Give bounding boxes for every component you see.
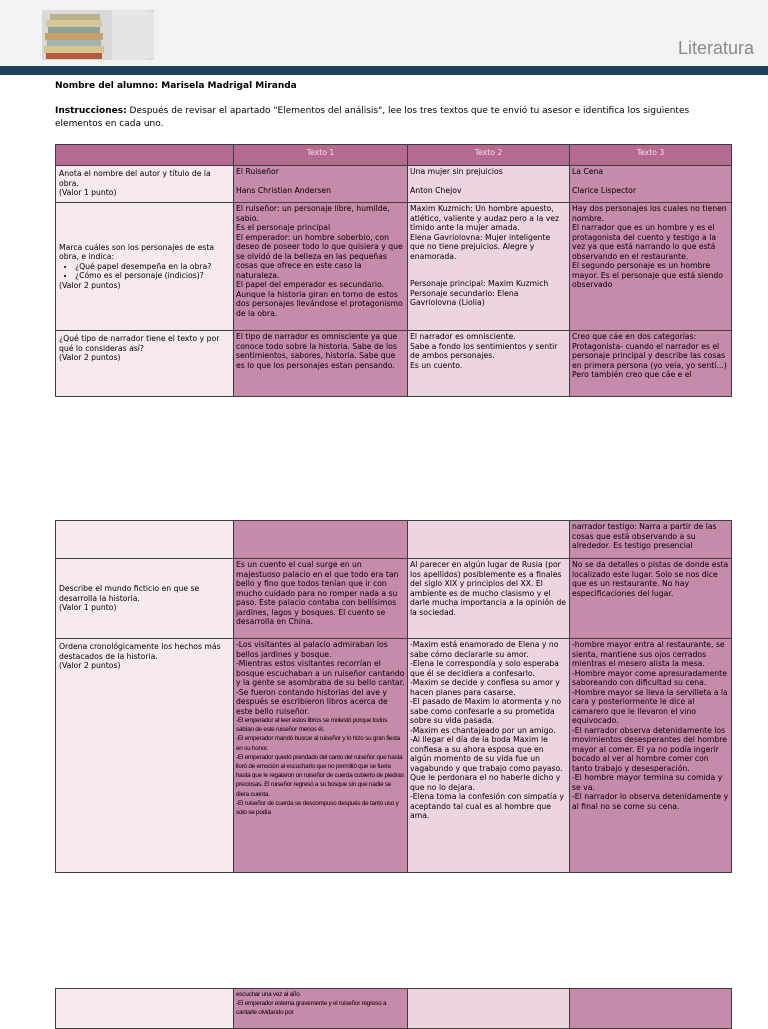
answer-t3-narrator: Creo que cáe en dos categorías: Protagonista- cuando el narrador es el personaje principal y describe las cosas en primera persona (yo veía, yo sentí...) Pero también creo que cáe e el (570, 331, 732, 397)
continued-question-cell (56, 521, 234, 559)
column-header-texto-3: Texto 3 (570, 145, 732, 166)
column-header-texto-2: Texto 2 (408, 145, 570, 166)
continued-t1-cell (234, 521, 408, 559)
question-fictional-world: Describe el mundo ficticio en que se desarrolla la historia. (Valor 1 punto) (56, 559, 234, 639)
answer-t3-world: No se da detalles o pistas de donde esta localizado este lugar. Solo se nos dice que es un restaurante. No hay especificaciones del lugar. (570, 559, 732, 639)
books-logo-icon (42, 10, 154, 60)
answer-t1-author-title: El Ruiseñor Hans Christian Andersen (234, 166, 408, 203)
answer-t2-author-title: Una mujer sin prejuicios Anton Chejov (408, 166, 570, 203)
answer-t1-world: Es un cuento el cual surge en un majestuoso palacio en el que todo era tan bello y fino que todos tenían que ir con mucho cuidado para no romper nada a su paso. Este palacio contaba con bellísimos jardines, lagos y bosques. El cuento se desarrolla en China. (234, 559, 408, 639)
page3-t3-cell (570, 989, 732, 1029)
brand-label: Literatura (677, 38, 754, 58)
page-header (0, 0, 768, 66)
page3-t2-cell (408, 989, 570, 1029)
answer-t2-world: Al parecer en algún lugar de Rusia (por los apellidos) posiblemente es a finales del siglo XIX y principios del XX. El ambiente es de mucho clasismo y el darle mucha importancia a la opinión de la sociedad. (408, 559, 570, 639)
instructions (55, 105, 715, 131)
student-name-label: Nombre del alumno: (55, 81, 159, 91)
question-characters-list (59, 262, 230, 281)
answer-t3-chronology: -hombre mayor entra al restaurante, se sienta, mantiene sus ojos cerrados mientras el mesero alista la mesa. -Hombre mayor come apresuradamente saboreando con dificultad su cena. -Hombre mayor se lleva la servilleta a la cara y posteriormente le dice al camarero que le llevaron el vino equivocado. -El narrador observa detenidamente los movimientos desesperantes del hombre mayor al comer. El ya no podía ingerir bocado al ver al hombre comer con tanto trabajo y desesperación. -El hombre mayor termina su comida y se va. -El narrador lo observa detenidamente y al final no se come su cena. (570, 639, 732, 873)
header-blank-cell (56, 145, 234, 166)
answer-t3-characters: Hay dos personajes los cuales no tienen nombre. El narrador que es un hombre y es el protagonista del cuento y testigo a la vez ya que está narrando lo que está observando en el restaurante. El segundo personaje es un hombre mayor. Es el personaje que está siendo observado (570, 203, 732, 331)
page3-question-cell (56, 989, 234, 1029)
column-header-texto-1: Texto 1 (234, 145, 408, 166)
student-name-value: Marisela Madrigal Miranda (161, 81, 297, 91)
list-item: • ¿Qué papel desempeña en la obra? (75, 262, 230, 272)
question-characters: Marca cuáles son los personajes de esta obra, e indica: • ¿Qué papel desempeña en la obra? • ¿Cómo es el personaje (indicios)? (Valor 2 puntos) (56, 203, 234, 331)
answer-t3-narrator-continued: narrador testigo: Narra a partir de las cosas que está observando a su alrededor. Es testigo presencial (570, 521, 732, 559)
student-name-line (55, 81, 297, 91)
answer-t1-narrator: El tipo de narrador es omnisciente ya que conoce todo sobre la historia. Sabe de los sentimientos, sabores, historia. Sabe que es lo que los personajes estan pensando. (234, 331, 408, 397)
answer-t2-characters: Maxim Kuzmich: Un hombre apuesto, atlético, valiente y audaz pero a la vez tímido ante la mujer amada. Elena Gavriolovna: Mujer inteligente que no tiene prejuicios. Alegre y enamorada. Personaje principal: Maxim Kuzmich Personaje secundario: Elena Gavriolovna (Liolia) (408, 203, 570, 331)
question-author-title: Anota el nombre del autor y título de la obra. (Valor 1 punto) (56, 166, 234, 203)
header-divider (0, 66, 768, 75)
instructions-label: Instrucciones: (55, 106, 127, 116)
continued-t2-cell (408, 521, 570, 559)
answer-t1-chronology: -Los visitantes al palacio admiraban los bellos jardines y bosque. -Mientras estos visitantes recorrían el bosque escuchaban a un ruiseñor cantando y la gente se asombraba de su bello cantar. -Se fueron contando historias del ave y después se escribieron libros acerca de este bello ruiseñor. -El emperador al leer estos libros se molestó porque todos sabían de este ruiseñor menos él. -El emperador mandó buscar al ruiseñor y lo hizo su gran fiesta en su honor. -El emperador quedó prendado del canto del ruiseñor que hasta lloró de emoción al escucharlo que no permitió que se fuera hasta que le regalaron un ruiseñor de cuerda cubierto de piedras preciosas. El ruiseñor regresó a su bosque sin que nadie se diera cuenta. -El ruiseñor de cuerda se descompuso después de tanto uso y solo se podía (234, 639, 408, 873)
instructions-text: Después de revisar el apartado "Elementos del análisis", lee los tres textos que te envió tu asesor e identifica los siguientes elementos en cada uno. (55, 106, 690, 129)
answer-t1-chronology-continued: escuchar una vez al año. -El emperador estema gravemente y el ruiseñor regreso a cantarle olvidando por (234, 989, 408, 1029)
answer-t2-narrator: El narrador es omnisciente. Sabe a fondo los sentimientos y sentir de ambos personajes. Es un cuento. (408, 331, 570, 397)
analysis-table (55, 144, 732, 397)
analysis-table-continued (55, 520, 732, 873)
question-narrator: ¿Qué tipo de narrador tiene el texto y por qué lo consideras así? (Valor 2 puntos) (56, 331, 234, 397)
answer-t2-chronology: -Maxim está enamorado de Elena y no sabe cómo declararle su amor. -Elena le correspondía y solo esperaba que él se decidiera a confesarlo. -Maxim se decide y confiesa su amor y hacen planes para casarse. -El pasado de Maxim lo atormenta y no sabe como confesarle a su prometida sobre su vida pasada. -Maxim es chantajeado por un amigo. -Al llegar el día de la boda Maxim le confiesa a su ahora esposa que en algún momento de su vida fue un vagabundo y que trabajo como payaso. Que le perdonara el no haberle dicho y que no lo dejara. -Elena toma la confesión con simpatía y aceptando tal cual es al hombre que ama. (408, 639, 570, 873)
analysis-table-page-3 (55, 988, 732, 1029)
list-item: • ¿Cómo es el personaje (indicios)? (75, 271, 230, 281)
answer-t3-author-title: La Cena Clarice Lispector (570, 166, 732, 203)
question-chronology: Ordena cronológicamente los hechos más destacados de la historia. (Valor 2 puntos) (56, 639, 234, 873)
answer-t1-characters: El ruiseñor: un personaje libre, humilde, sabio. Es el personaje principal El emperador: un hombre soberbio, con deseo de poseer todo lo que quisiera y que se olvidó de la belleza en las pequeñas cosas que ofrece en este caso la naturaleza. El papel del emperador es secundario. Aunque la historia giran en torno de estos dos personajes llevándose el protagonismo de la obra. (234, 203, 408, 331)
